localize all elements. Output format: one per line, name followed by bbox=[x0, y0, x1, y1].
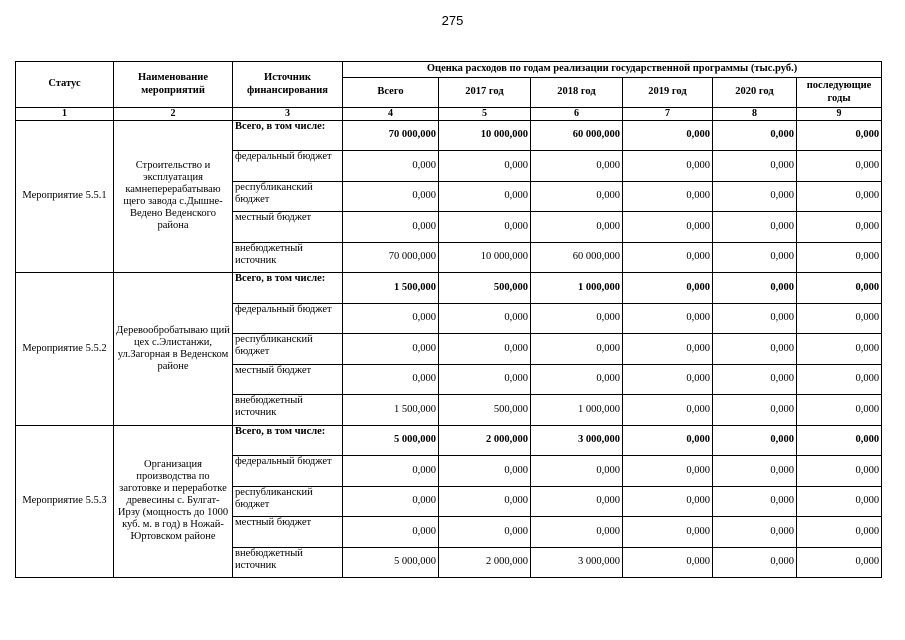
event-status: Мероприятие 5.5.2 bbox=[16, 273, 114, 426]
amount-cell: 70 000,000 bbox=[343, 120, 439, 151]
funding-source-total: Всего, в том числе: bbox=[233, 120, 343, 151]
amount-cell: 0,000 bbox=[623, 303, 713, 334]
event-name: Организация производства по заготовке и переработке древесины с. Булгат-Ирзу (мощность до 1000 куб. м. в год) в Ножай-Юртовском районе bbox=[114, 425, 233, 578]
amount-cell: 0,000 bbox=[623, 242, 713, 273]
amount-cell: 0,000 bbox=[343, 486, 439, 517]
funding-source: внебюджетный источник bbox=[233, 242, 343, 273]
column-number: 2 bbox=[114, 108, 233, 121]
column-number: 1 bbox=[16, 108, 114, 121]
column-number: 6 bbox=[531, 108, 623, 121]
funding-source: республиканский бюджет bbox=[233, 334, 343, 365]
amount-cell: 0,000 bbox=[343, 364, 439, 395]
header-total: Всего bbox=[343, 78, 439, 108]
amount-cell: 0,000 bbox=[713, 364, 797, 395]
amount-cell: 0,000 bbox=[439, 486, 531, 517]
amount-cell: 0,000 bbox=[797, 273, 882, 304]
budget-table bbox=[15, 61, 882, 578]
amount-cell: 0,000 bbox=[531, 364, 623, 395]
amount-cell: 1 500,000 bbox=[343, 395, 439, 426]
amount-cell: 0,000 bbox=[797, 456, 882, 487]
amount-cell: 2 000,000 bbox=[439, 425, 531, 456]
amount-cell: 0,000 bbox=[623, 212, 713, 243]
amount-cell: 0,000 bbox=[797, 364, 882, 395]
amount-cell: 0,000 bbox=[439, 303, 531, 334]
funding-source: федеральный бюджет bbox=[233, 151, 343, 182]
amount-cell: 0,000 bbox=[343, 181, 439, 212]
amount-cell: 0,000 bbox=[713, 517, 797, 548]
amount-cell: 0,000 bbox=[623, 120, 713, 151]
amount-cell: 0,000 bbox=[797, 212, 882, 243]
amount-cell: 0,000 bbox=[797, 151, 882, 182]
amount-cell: 0,000 bbox=[713, 120, 797, 151]
amount-cell: 10 000,000 bbox=[439, 242, 531, 273]
amount-cell: 0,000 bbox=[797, 517, 882, 548]
amount-cell: 0,000 bbox=[531, 212, 623, 243]
funding-source: внебюджетный источник bbox=[233, 547, 343, 578]
column-numbers-row bbox=[16, 108, 882, 121]
table-row bbox=[16, 273, 882, 304]
amount-cell: 60 000,000 bbox=[531, 242, 623, 273]
column-number: 9 bbox=[797, 108, 882, 121]
amount-cell: 0,000 bbox=[531, 303, 623, 334]
page-number: 275 bbox=[441, 13, 464, 28]
amount-cell: 0,000 bbox=[797, 303, 882, 334]
amount-cell: 0,000 bbox=[439, 181, 531, 212]
column-number: 4 bbox=[343, 108, 439, 121]
column-number: 5 bbox=[439, 108, 531, 121]
amount-cell: 0,000 bbox=[343, 456, 439, 487]
amount-cell: 0,000 bbox=[623, 425, 713, 456]
table-body bbox=[16, 120, 882, 578]
amount-cell: 2 000,000 bbox=[439, 547, 531, 578]
amount-cell: 0,000 bbox=[439, 334, 531, 365]
amount-cell: 0,000 bbox=[713, 334, 797, 365]
amount-cell: 0,000 bbox=[531, 334, 623, 365]
amount-cell: 0,000 bbox=[713, 547, 797, 578]
funding-source: местный бюджет bbox=[233, 212, 343, 243]
amount-cell: 0,000 bbox=[623, 486, 713, 517]
amount-cell: 0,000 bbox=[531, 517, 623, 548]
header-source: Источник финансирования bbox=[233, 62, 343, 108]
event-name: Строительство и эксплуатация камнеперерабатываю щего завода с.Дышне-Ведено Веденского района bbox=[114, 120, 233, 273]
amount-cell: 0,000 bbox=[439, 456, 531, 487]
header-estimate: Оценка расходов по годам реализации государственной программы (тыс.руб.) bbox=[343, 62, 882, 78]
funding-source: местный бюджет bbox=[233, 517, 343, 548]
header-2019: 2019 год bbox=[623, 78, 713, 108]
column-number: 8 bbox=[713, 108, 797, 121]
event-status: Мероприятие 5.5.3 bbox=[16, 425, 114, 578]
amount-cell: 0,000 bbox=[439, 151, 531, 182]
funding-source-total: Всего, в том числе: bbox=[233, 273, 343, 304]
amount-cell: 0,000 bbox=[713, 486, 797, 517]
event-status: Мероприятие 5.5.1 bbox=[16, 120, 114, 273]
amount-cell: 3 000,000 bbox=[531, 547, 623, 578]
amount-cell: 0,000 bbox=[439, 364, 531, 395]
header-2020: 2020 год bbox=[713, 78, 797, 108]
amount-cell: 0,000 bbox=[713, 242, 797, 273]
amount-cell: 0,000 bbox=[531, 456, 623, 487]
funding-source: федеральный бюджет bbox=[233, 456, 343, 487]
amount-cell: 0,000 bbox=[713, 456, 797, 487]
amount-cell: 0,000 bbox=[623, 181, 713, 212]
header-2018: 2018 год bbox=[531, 78, 623, 108]
amount-cell: 60 000,000 bbox=[531, 120, 623, 151]
amount-cell: 0,000 bbox=[797, 395, 882, 426]
amount-cell: 1 500,000 bbox=[343, 273, 439, 304]
amount-cell: 0,000 bbox=[713, 425, 797, 456]
amount-cell: 0,000 bbox=[531, 181, 623, 212]
funding-source: республиканский бюджет bbox=[233, 486, 343, 517]
amount-cell: 0,000 bbox=[623, 456, 713, 487]
column-number: 3 bbox=[233, 108, 343, 121]
header-event-name: Наименование мероприятий bbox=[114, 62, 233, 108]
funding-source: внебюджетный источник bbox=[233, 395, 343, 426]
amount-cell: 0,000 bbox=[797, 242, 882, 273]
amount-cell: 0,000 bbox=[343, 151, 439, 182]
amount-cell: 0,000 bbox=[439, 517, 531, 548]
amount-cell: 0,000 bbox=[623, 273, 713, 304]
funding-source-total: Всего, в том числе: bbox=[233, 425, 343, 456]
amount-cell: 0,000 bbox=[531, 486, 623, 517]
amount-cell: 70 000,000 bbox=[343, 242, 439, 273]
amount-cell: 0,000 bbox=[713, 151, 797, 182]
amount-cell: 0,000 bbox=[343, 212, 439, 243]
amount-cell: 0,000 bbox=[623, 364, 713, 395]
funding-source: республиканский бюджет bbox=[233, 181, 343, 212]
amount-cell: 5 000,000 bbox=[343, 547, 439, 578]
amount-cell: 0,000 bbox=[713, 273, 797, 304]
amount-cell: 0,000 bbox=[797, 334, 882, 365]
table-row bbox=[16, 425, 882, 456]
amount-cell: 0,000 bbox=[797, 181, 882, 212]
amount-cell: 0,000 bbox=[797, 120, 882, 151]
amount-cell: 0,000 bbox=[531, 151, 623, 182]
amount-cell: 500,000 bbox=[439, 395, 531, 426]
table-row bbox=[16, 120, 882, 151]
amount-cell: 0,000 bbox=[623, 151, 713, 182]
funding-source: федеральный бюджет bbox=[233, 303, 343, 334]
amount-cell: 0,000 bbox=[623, 517, 713, 548]
amount-cell: 0,000 bbox=[623, 547, 713, 578]
funding-source: местный бюджет bbox=[233, 364, 343, 395]
amount-cell: 0,000 bbox=[343, 303, 439, 334]
event-name: Деревообробатываю щий цех с.Элистанжи, ул.Загорная в Веденском районе bbox=[114, 273, 233, 426]
column-number: 7 bbox=[623, 108, 713, 121]
amount-cell: 0,000 bbox=[439, 212, 531, 243]
amount-cell: 0,000 bbox=[713, 395, 797, 426]
amount-cell: 10 000,000 bbox=[439, 120, 531, 151]
amount-cell: 0,000 bbox=[797, 547, 882, 578]
amount-cell: 0,000 bbox=[713, 303, 797, 334]
header-status: Статус bbox=[16, 62, 114, 108]
amount-cell: 0,000 bbox=[713, 212, 797, 243]
amount-cell: 0,000 bbox=[623, 395, 713, 426]
amount-cell: 500,000 bbox=[439, 273, 531, 304]
amount-cell: 0,000 bbox=[343, 517, 439, 548]
amount-cell: 3 000,000 bbox=[531, 425, 623, 456]
amount-cell: 0,000 bbox=[623, 334, 713, 365]
amount-cell: 5 000,000 bbox=[343, 425, 439, 456]
amount-cell: 0,000 bbox=[797, 425, 882, 456]
amount-cell: 0,000 bbox=[713, 181, 797, 212]
header-later-years: последующие годы bbox=[797, 78, 882, 108]
amount-cell: 1 000,000 bbox=[531, 273, 623, 304]
amount-cell: 1 000,000 bbox=[531, 395, 623, 426]
header-2017: 2017 год bbox=[439, 78, 531, 108]
amount-cell: 0,000 bbox=[343, 334, 439, 365]
amount-cell: 0,000 bbox=[797, 486, 882, 517]
